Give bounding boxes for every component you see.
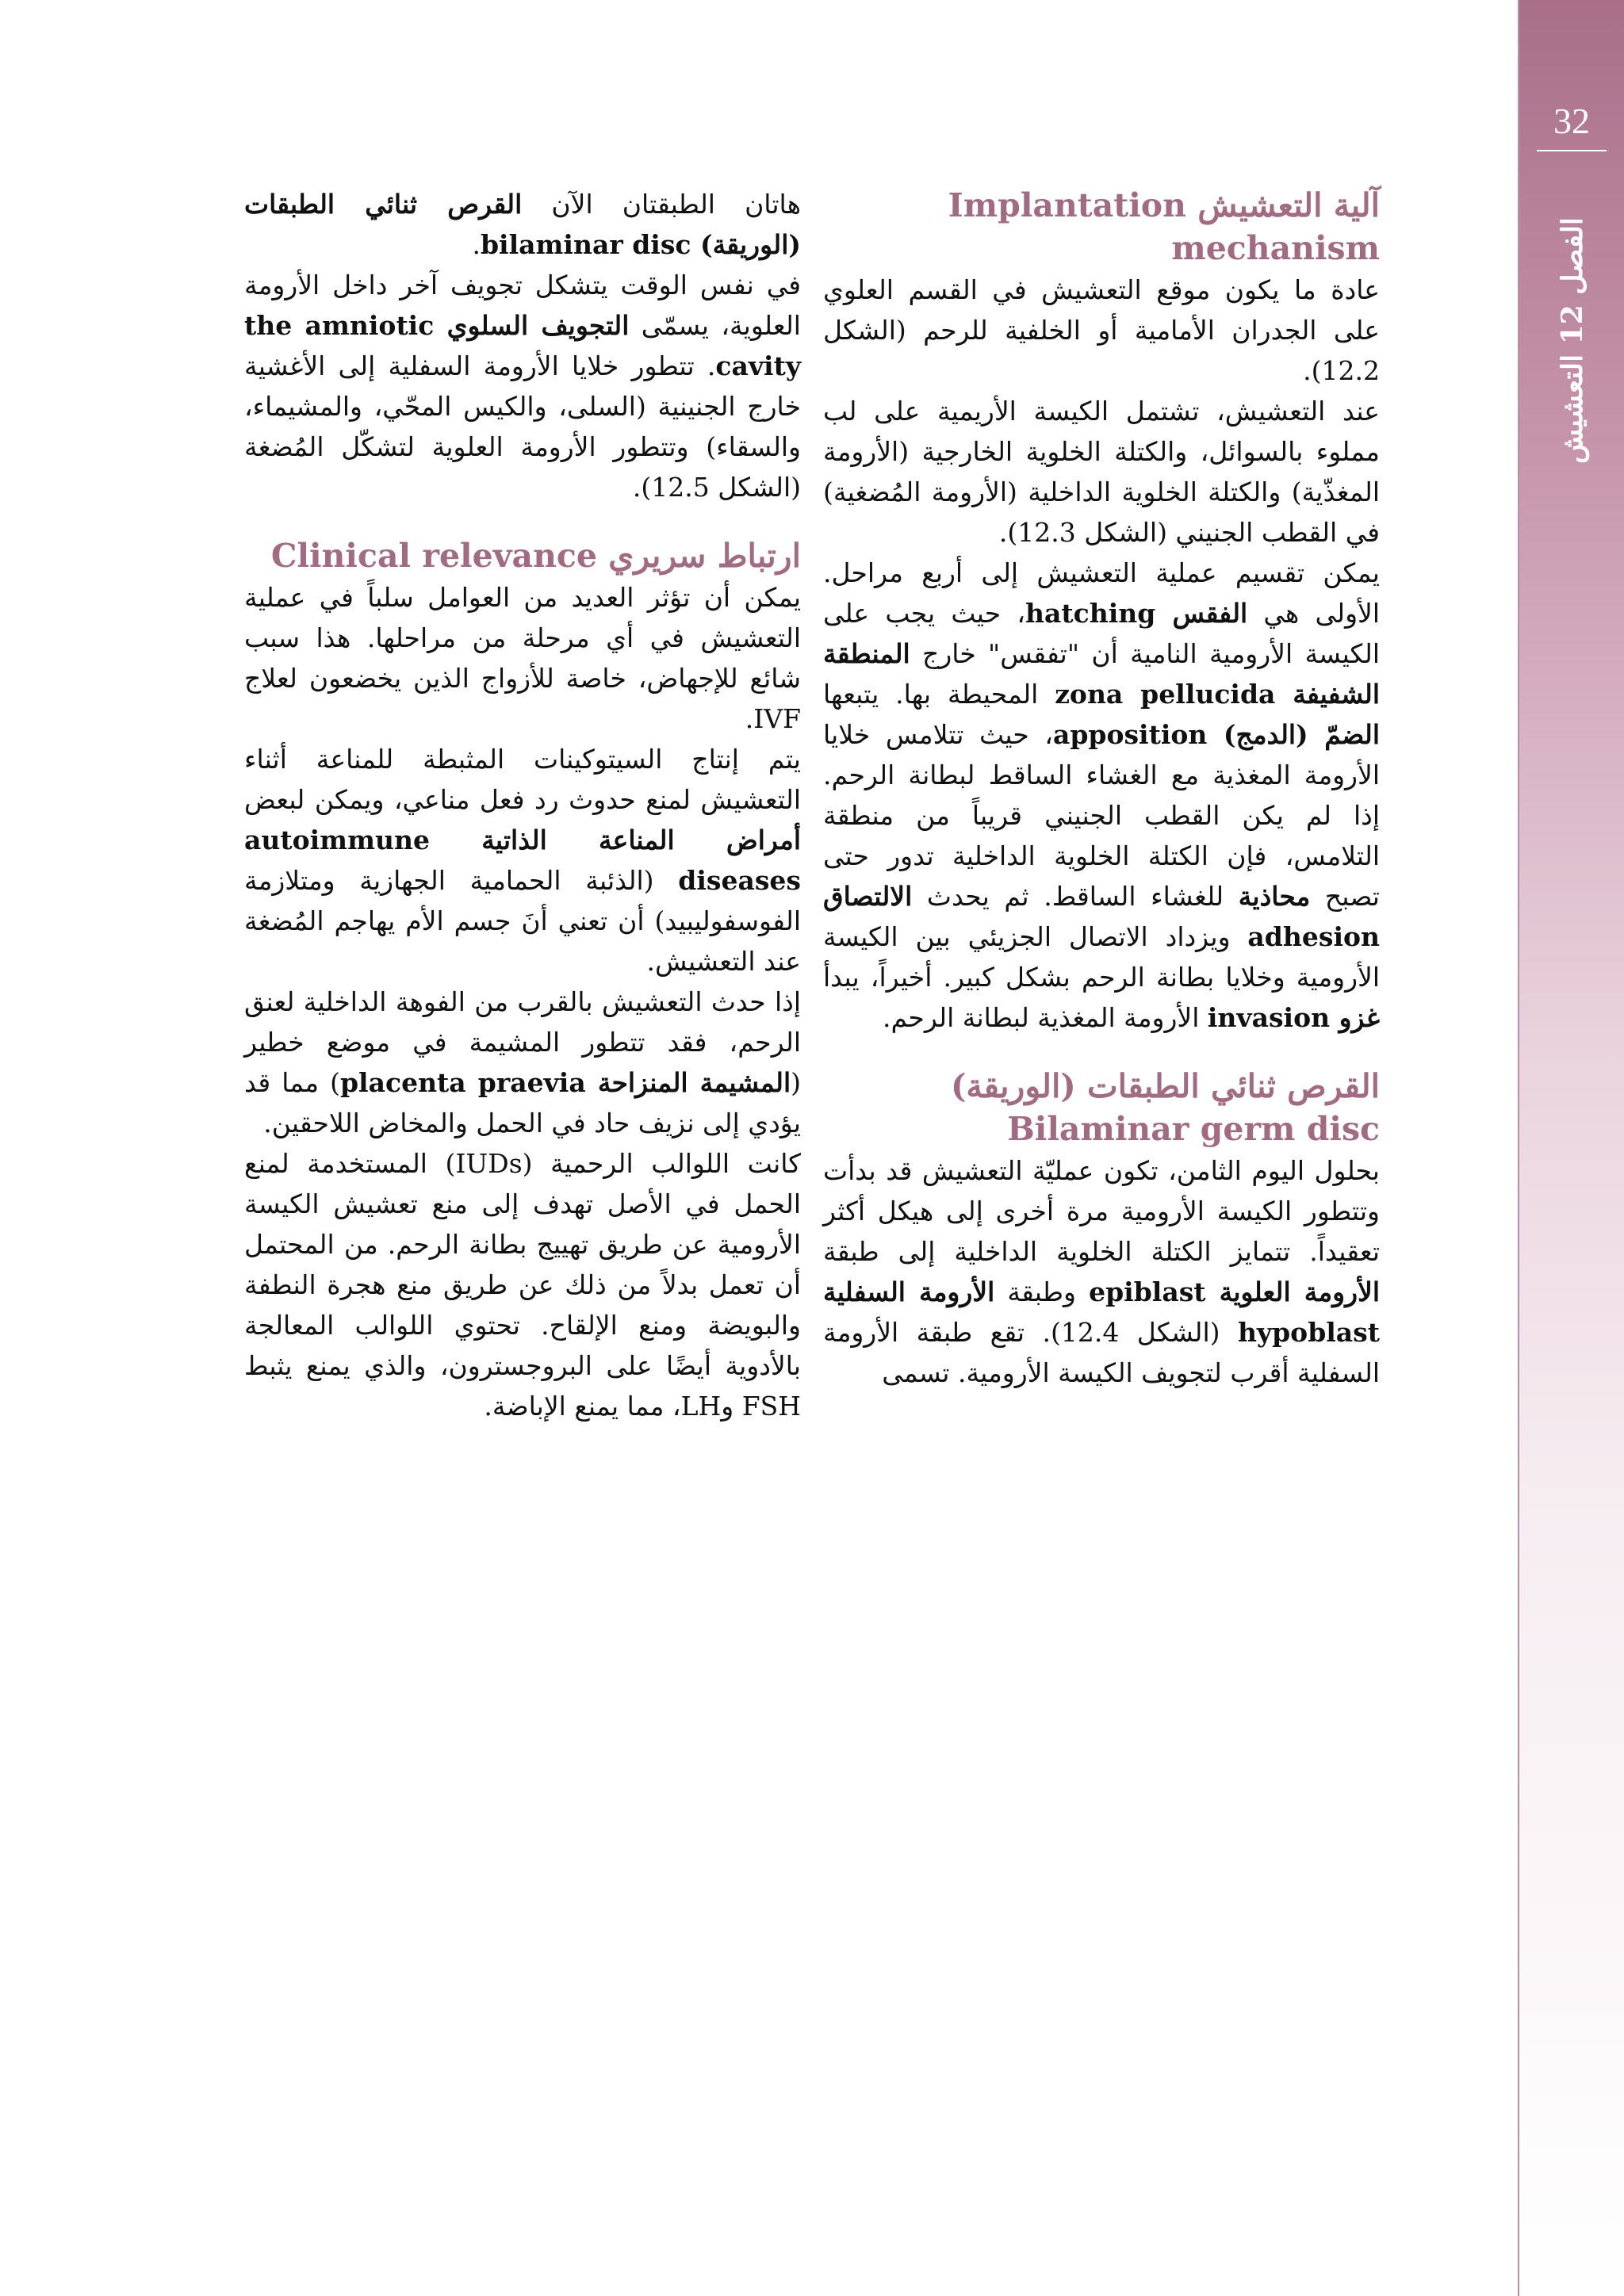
chapter-sidebar <box>1518 0 1624 2296</box>
text: هاتان الطبقتان الآن <box>522 189 801 220</box>
paragraph-bilaminar-disc <box>244 184 801 265</box>
term-bilaminar-disc: القرص ثنائي الطبقات (الوريقة) bilaminar disc <box>244 189 801 260</box>
term-hypoblast: الأرومة السفلية hypoblast <box>823 1276 1381 1348</box>
term-epiblast: الأرومة العلوية epiblast <box>1089 1276 1381 1307</box>
page-number: 32 <box>1537 100 1607 151</box>
paragraph-implantation-site: عادة ما يكون موقع التعشيش في القسم العلوي على الجدران الأمامية أو الخلفية للرحم (الشكل 12.2). <box>823 274 1380 386</box>
text: ، حيث يجب على الكيسة الأرومية النامية أن "تفقس" خارج <box>823 598 1380 669</box>
text: بحلول اليوم الثامن، تكون عمليّة التعشيش قد بدأت وتتطور الكيسة الأرومية مرة أخرى إلى هيكل أكثر تعقيداً. تتمايز الكتلة الخلوية الداخلية إلى طبقة <box>823 1155 1380 1267</box>
term-aligned: محاذية <box>1238 881 1311 912</box>
right-column <box>823 184 1380 1393</box>
term-zona-pellucida: المنطقة الشفيفة zona pellucida <box>823 638 1380 710</box>
term-adhesion: الالتصاق adhesion <box>823 881 1380 952</box>
text: ، حيث تتلامس خلايا الأرومة المغذية مع الغشاء الساقط لبطانة الرحم. إذا لم يكن القطب الجنيني قريباً من منطقة التلامس، فإن الكتلة الخلوية الداخلية تدور حتى تصبح <box>823 719 1380 912</box>
text: يمكن تقسيم عملية التعشيش إلى أربع مراحل. الأولى هي <box>823 557 1381 629</box>
paragraph-placenta-praevia <box>244 982 801 1143</box>
heading-clinical-relevance: ارتباط سريري Clinical relevance <box>270 537 801 575</box>
text: يتم إنتاج السيتوكينات المثبطة للمناعة أثناء التعشيش لمنع حدوث رد فعل مناعي، ويمكن لبعض <box>244 744 801 815</box>
text: وطبقة <box>994 1276 1090 1307</box>
text: في نفس الوقت يتشكل تجويف آخر داخل الأرومة العلوية، يسمّى <box>244 270 801 341</box>
paragraph-iud: كانت اللوالب الرحمية (IUDs) المستخدمة لمنع الحمل في الأصل تهدف إلى منع تعشيش الكيسة الأرومية عن طريق تهييج بطانة الرحم. من المحتمل أن تعمل بدلاً من ذلك عن طريق منع هجرة النطفة والبويضة ومنع الإلقاح. تحتوي اللوالب المعالجة بالأدوية أيضًا على البروجسترون، والذي يمنع يثبط FSH وLH، مما يمنع الإباضة. <box>244 1148 801 1422</box>
text: إذا حدث التعشيش بالقرب من الفوهة الداخلية لعنق الرحم، فقد تتطور المشيمة في موضع خطير ( <box>244 986 801 1098</box>
paragraph-autoimmune <box>244 739 801 982</box>
paragraph-amniotic-cavity <box>244 265 801 507</box>
text: (الشكل 12.4). تقع طبقة الأرومة السفلية أقرب لتجويف الكيسة الأرومية. تسمى <box>823 1317 1380 1388</box>
text: ) مما قد يؤدي إلى نزيف حاد في الحمل والمخاض اللاحقين. <box>244 1067 801 1138</box>
text: الأرومة المغذية لبطانة الرحم. <box>882 1002 1208 1033</box>
paragraph-day-eight <box>823 1150 1380 1393</box>
left-column <box>244 184 801 1426</box>
text: . <box>472 229 481 260</box>
heading-implantation-mechanism: آلية التعشيش Implantation mechanism <box>948 186 1380 267</box>
text: للغشاء الساقط. ثم يحدث <box>912 881 1239 912</box>
text: المحيطة بها. يتبعها <box>823 679 1055 710</box>
paragraph-blastocyst: عند التعشيش، تشتمل الكيسة الأريمية على لب مملوء بالسوائل، والكتلة الخلوية الخارجية (الأرومة المغذّية) والكتلة الخلوية الداخلية (الأرومة المُضغية) في القطب الجنيني (الشكل 12.3). <box>823 396 1380 548</box>
text: (الذئبة الحمامية الجهازية ومتلازمة الفوسفوليبيد) أن تعني أنَ جسم الأم يهاجم المُضغة عند التعشيش. <box>244 865 801 977</box>
term-placenta-praevia: المشيمة المنزاحة placenta praevia <box>339 1067 791 1098</box>
term-amniotic-cavity: التجويف السلوي the amniotic cavity <box>244 310 801 381</box>
paragraph-stages <box>823 553 1380 1038</box>
text: . تتطور خلايا الأرومة السفلية إلى الأغشية خارج الجنينية (السلى، والكيس المحّي، والمشيماء، والسقاء) وتتطور الأرومة العلوية لتشكّل المُضغة (الشكل 12.5). <box>244 350 801 503</box>
heading-bilaminar-germ-disc: القرص ثنائي الطبقات (الوريقة) Bilaminar germ disc <box>950 1067 1380 1148</box>
term-autoimmune-diseases: أمراض المناعة الذاتية autoimmune diseases <box>244 825 801 896</box>
chapter-title: الفصل 12 التعشيش <box>1556 217 1589 465</box>
text: ويزداد الاتصال الجزيئي بين الكيسة الأرومية وخلايا بطانة الرحم بشكل كبير. أخيراً، يبدأ <box>823 921 1380 993</box>
term-invasion: غزو invasion <box>1207 1002 1380 1033</box>
paragraph-miscarriage: يمكن أن تؤثر العديد من العوامل سلباً في عملية التعشيش في أي مرحلة من مراحلها. هذا سبب شائع للإجهاض، خاصة للأزواج الذين يخضعون لعلاج IVF. <box>244 582 801 734</box>
term-apposition: الضمّ (الدمج) apposition <box>1052 719 1381 750</box>
term-hatching: الفقس hatching <box>1025 598 1248 629</box>
